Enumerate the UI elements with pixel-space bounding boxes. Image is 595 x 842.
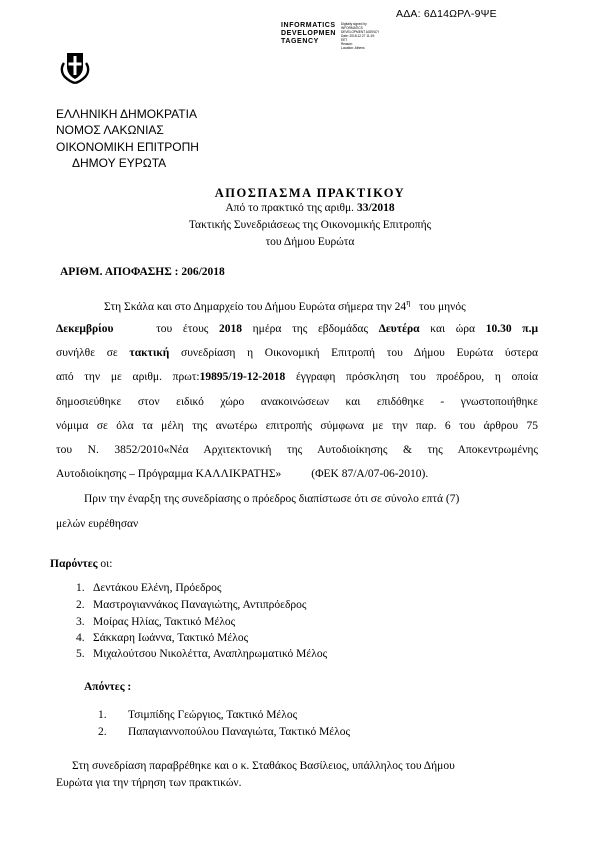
body-text: από την με αριθμ. πρωτ: [56, 371, 200, 383]
seal-small-line: EET [341, 38, 348, 42]
seal-small-line: INFORMATICS [341, 26, 363, 30]
digital-signature-seal [281, 22, 379, 50]
body-line-6: νόμιμα σε όλα τα μέλη της ανωτέρω επιτροπής σύμφωνα με την παρ. 6 του άρθρου 75 [56, 420, 538, 432]
header-line-prefecture: ΝΟΜΟΣ ΛΑΚΩΝΙΑΣ [56, 123, 164, 137]
present-suffix: οι: [97, 558, 113, 570]
body-line-10: μελών ευρέθησαν [56, 518, 139, 530]
body-line-7: του Ν. 3852/2010«Νέα Αρχιτεκτονική της Αυτοδιοίκησης & της Αποκεντρωμένης [56, 444, 538, 456]
seal-logo-text [281, 22, 336, 46]
member-name: Παπαγιαννοπούλου Παναγιώτα, Τακτικό Μέλος [128, 726, 351, 738]
seal-small-line: Reason: [341, 42, 353, 46]
member-name: Μαστρογιαννάκος Παναγιώτης, Αντιπρόεδρος [93, 599, 307, 611]
subtitle-line1 [0, 202, 595, 214]
member-name: Τσιμπίδης Γεώργιος, Τακτικό Μέλος [128, 709, 298, 721]
list-number: 2. [98, 726, 107, 738]
seal-small-line: Location: Athens [341, 46, 365, 50]
year-value: 2018 [219, 323, 242, 335]
seal-small-line: Date: 2018.12.27 11:19: [341, 34, 375, 38]
seal-small-line: Digitally signed by [341, 22, 367, 26]
body-line-3 [56, 347, 538, 359]
body-line-8 [56, 468, 538, 480]
body-text: του μηνός [419, 300, 466, 313]
member-name: Μιχαλούτσου Νικολέττα, Αναπληρωματικό Μέλος [93, 648, 328, 660]
body-text: και ώρα [430, 323, 476, 335]
protocol-number: 19895/19-12-2018 [199, 371, 286, 383]
seal-logo-line: DEVELOPMEN [281, 30, 337, 37]
member-name: Δεντάκου Ελένη, Πρόεδρος [93, 582, 222, 594]
greek-emblem-icon [57, 49, 93, 85]
body-text: Αυτοδιοίκησης – Πρόγραμμα ΚΑΛΛΙΚΡΑΤΗΣ» [56, 468, 282, 480]
list-number: 5. [76, 648, 85, 660]
body-line-1 [104, 298, 538, 313]
list-number: 2. [76, 599, 85, 611]
decision-number: ΑΡΙΘΜ. ΑΠΟΦΑΣΗΣ : 206/2018 [60, 266, 225, 278]
body-text: Στη Σκάλα και στο Δημαρχείο του Δήμου Ευρώτα σήμερα την 24 [104, 300, 407, 313]
present-heading: Παρόντες [50, 558, 98, 570]
month-name: Δεκεμβρίου [56, 323, 114, 335]
body-line-2 [56, 323, 538, 335]
body-text: του έτους [156, 323, 209, 335]
body-line-5: δημοσιεύθηκε στον ειδικό χώρο ανακοινώσεων και επιδόθηκε - γνωστοποιήθηκε [56, 396, 538, 408]
seal-small-line: DEVELOPMENT AGENCY [341, 30, 380, 34]
list-number: 4. [76, 632, 85, 644]
header-line-republic: ΕΛΛΗΝΙΚΗ ΔΗΜΟΚΡΑΤΙΑ [56, 107, 197, 121]
subtitle-prefix: Από το πρακτικό της αριθμ. [225, 202, 357, 214]
member-name: Σάκκαρη Ιωάννα, Τακτικό Μέλος [93, 632, 249, 644]
body-line-9: Πριν την έναρξη της συνεδρίασης ο πρόεδρος διαπίστωσε ότι σε σύνολο επτά (7) [84, 493, 460, 505]
member-name: Μοίρας Ηλίας, Τακτικό Μέλος [93, 616, 236, 628]
body-text: συνεδρίαση η Οικονομική Επιτροπή του Δήμου Ευρώτα ύστερα [181, 347, 538, 359]
weekday-name: Δευτέρα [378, 323, 420, 335]
time-value: 10.30 π.μ [485, 323, 538, 335]
body-text: ημέρα της εβδομάδας [252, 323, 369, 335]
absent-label: Απόντες : [84, 681, 132, 693]
seal-logo-line: INFORMATICS [281, 22, 336, 29]
header-line-municipality: ΔΗΜΟΥ ΕΥΡΩΤΑ [72, 156, 167, 170]
present-label [50, 558, 112, 570]
subtitle-line3: του Δήμου Ευρώτα [265, 236, 355, 248]
body-text: έγγραφη πρόσκληση του προέδρου, η οποία [295, 371, 539, 383]
closing-line-2: Ευρώτα για την τήρηση των πρακτικών. [56, 777, 242, 789]
header-line-committee: ΟΙΚΟΝΟΜΙΚΗ ΕΠΙΤΡΟΠΗ [56, 140, 199, 154]
list-number: 3. [76, 616, 85, 628]
closing-line-1: Στη συνεδρίαση παραβρέθηκε και ο κ. Σταθάκος Βασίλειος, υπάλληλος του Δήμου [72, 760, 455, 772]
subtitle-line2: Τακτικής Συνεδριάσεως της Οικονομικής Επιτροπής [188, 219, 432, 231]
session-type: τακτική [129, 347, 170, 359]
list-number: 1. [98, 709, 107, 721]
minutes-number: 33/2018 [356, 202, 395, 214]
ada-code: ΑΔΑ: 6Δ14ΩΡΛ-9ΨΕ [396, 8, 497, 20]
body-line-4 [56, 371, 538, 383]
gazette-reference: (ΦΕΚ 87/Α/07-06-2010). [311, 468, 429, 480]
seal-logo-line: TAGENCY [281, 38, 319, 45]
seal-small-text [341, 22, 381, 50]
document-title: ΑΠΟΣΠΑΣΜΑ ΠΡΑΚΤΙΚΟΥ [214, 186, 406, 200]
list-number: 1. [76, 582, 85, 594]
ordinal-suffix: η [406, 298, 411, 307]
body-text: συνήλθε σε [56, 347, 118, 359]
